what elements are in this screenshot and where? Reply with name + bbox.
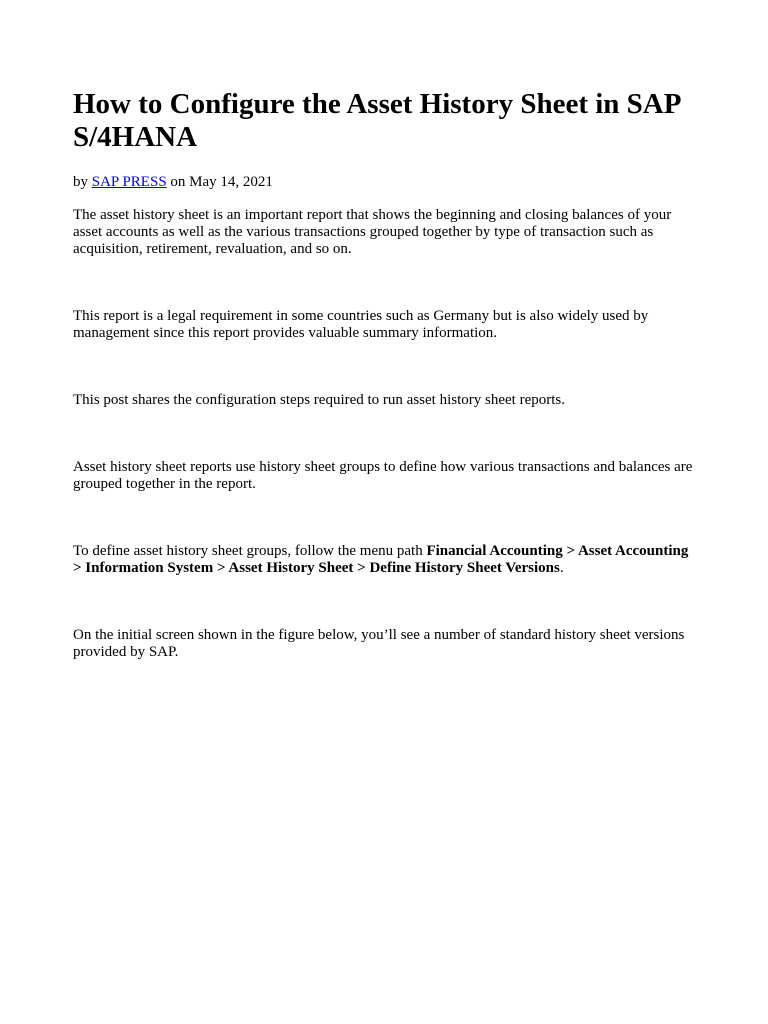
byline	[73, 173, 698, 191]
paragraph-purpose: This post shares the configuration steps required to run asset history sheet reports.	[73, 392, 565, 408]
byline-date: on May 14, 2021	[166, 174, 273, 190]
paragraph-legal: This report is a legal requirement in some countries such as Germany but is also widely used by management since this report provides valuable summary information.	[73, 308, 649, 341]
paragraph-initial-screen: On the initial screen shown in the figure below, you’ll see a number of standard history sheet versions provided by SAP.	[73, 627, 685, 660]
author-link[interactable]: SAP PRESS	[91, 174, 167, 190]
paragraph-groups: Asset history sheet reports use history sheet groups to define how various transactions and balances are grouped together in the report.	[73, 459, 693, 492]
article-title: How to Configure the Asset History Sheet in SAP S/4HANA	[73, 88, 680, 153]
paragraph-intro: The asset history sheet is an important report that shows the beginning and closing balances of your asset accounts as well as the various transactions grouped together by type of transaction such as acquisition, retirement, revaluation, and so on.	[73, 207, 672, 257]
byline-prefix: by	[73, 174, 92, 190]
menu-path: Financial Accounting > Asset Accounting > Information System > Asset History Sheet > Define History Sheet Versions	[73, 543, 689, 576]
menu-path-end: .	[559, 560, 564, 576]
menu-path-lead: To define asset history sheet groups, follow the menu path	[73, 543, 427, 559]
paragraph-menu-path	[73, 543, 698, 577]
